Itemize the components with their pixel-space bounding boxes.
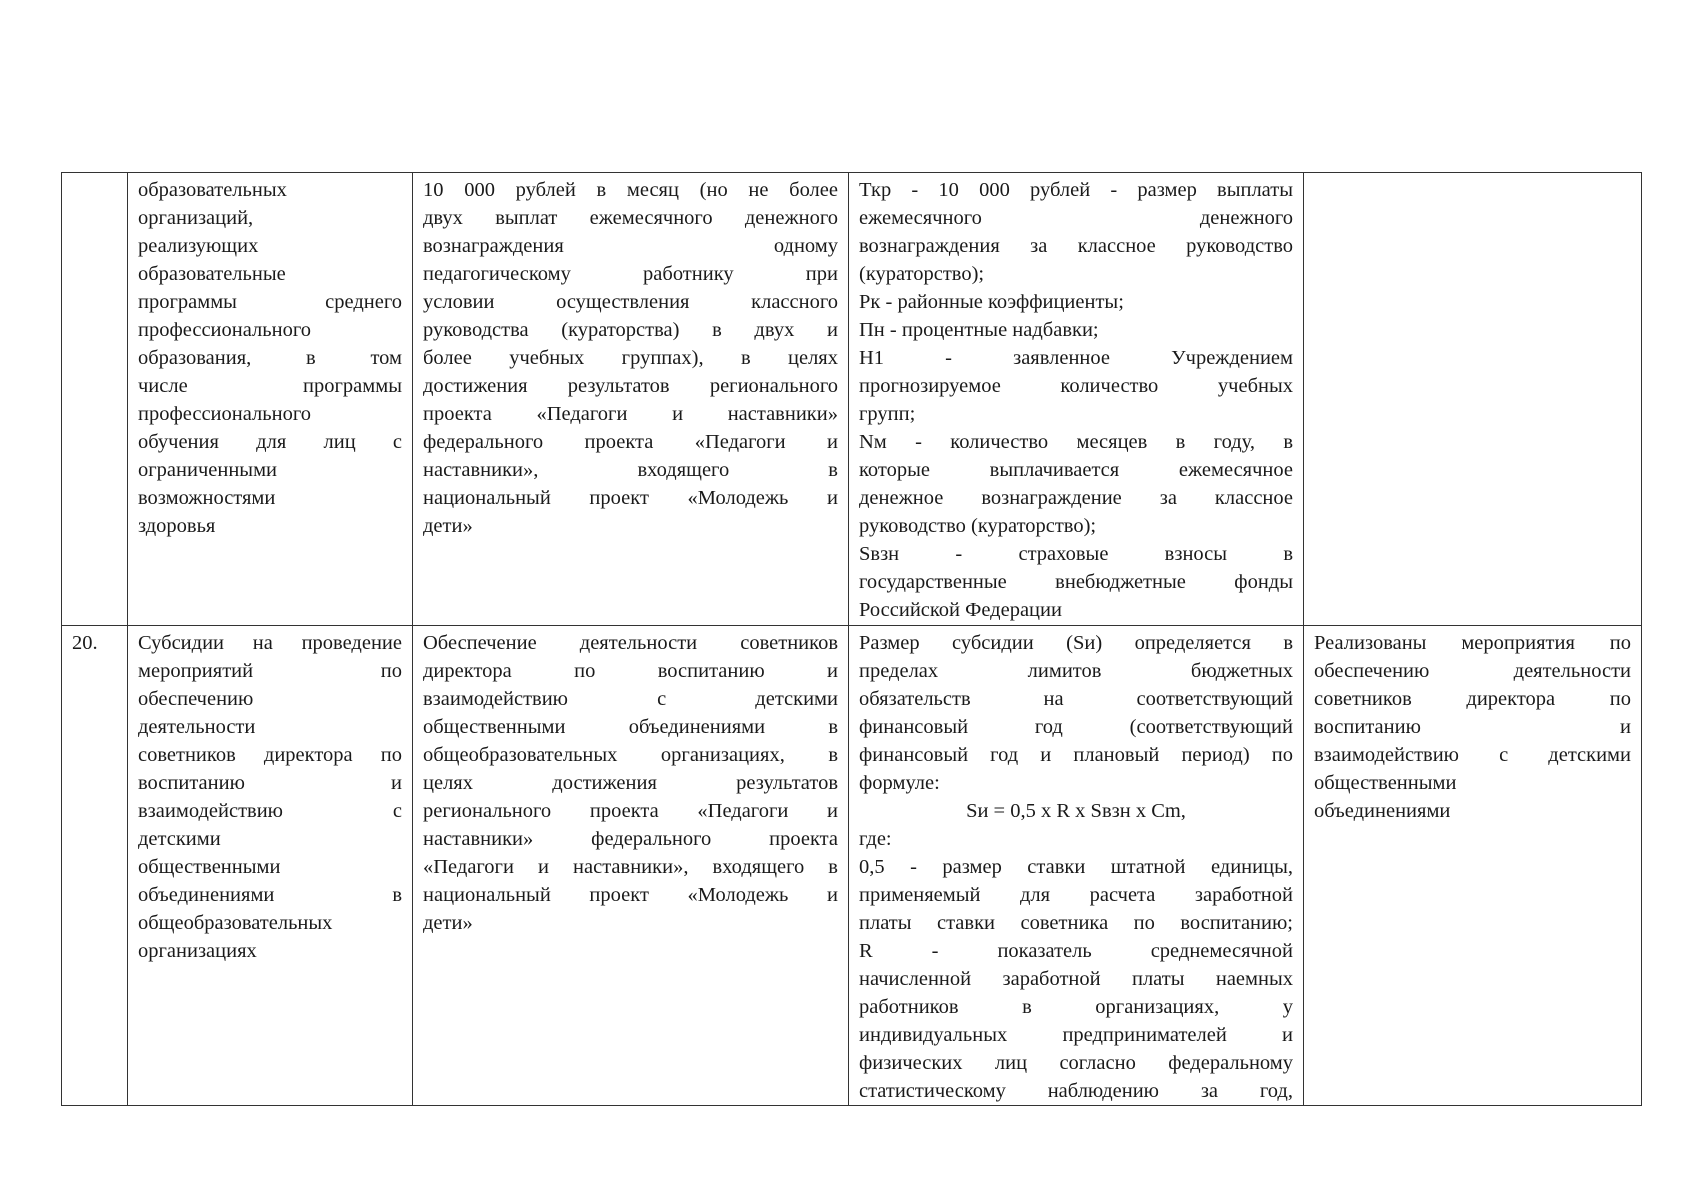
text-line: обучения для лиц с: [138, 431, 402, 453]
text-line: взаимодействию с детскими: [1314, 744, 1631, 766]
text-line: вознаграждения за классное руководство: [859, 235, 1293, 257]
text-line: прогнозируемое количество учебных: [859, 375, 1293, 397]
text-line: образовательные: [138, 263, 286, 285]
text-line: реализующих: [138, 235, 259, 257]
table-row: [62, 173, 1642, 626]
text-line: начисленной заработной платы наемных: [859, 968, 1293, 990]
text-line: наставники», входящего в: [423, 459, 838, 481]
text-line: регионального проекта «Педагоги и: [423, 800, 838, 822]
text-line: организаций,: [138, 207, 254, 229]
subsidy-table: [61, 172, 1642, 1106]
text-line: руководства (кураторства) в двух и: [423, 319, 838, 341]
text-line: проекта «Педагоги и наставники»: [423, 403, 838, 425]
text-line: ежемесячного денежного: [859, 207, 1293, 229]
text-line: Пн - процентные надбавки;: [859, 319, 1099, 341]
text-line: государственные внебюджетные фонды: [859, 571, 1293, 593]
text-line: программы среднего: [138, 291, 402, 313]
text-line: воспитанию и: [138, 772, 402, 794]
text-line: образования, в том: [138, 347, 402, 369]
text-line: Nм - количество месяцев в году, в: [859, 431, 1293, 453]
text-line: Sвзн - страховые взносы в: [859, 543, 1293, 565]
text-line: советников директора по: [1314, 688, 1631, 710]
text-line: дети»: [423, 912, 473, 934]
text-line: общественными объединениями в: [423, 716, 838, 738]
text-line: ограниченными: [138, 459, 278, 481]
text-line: общеобразовательных организациях, в: [423, 744, 838, 766]
text-line: общественными: [138, 856, 281, 878]
text-line: статистическому наблюдению за год,: [859, 1080, 1293, 1102]
row-number-cell: 20.: [62, 626, 128, 1106]
formula-cell: [849, 173, 1304, 626]
subsidy-name-cell: [128, 173, 413, 626]
text-line: R - показатель среднемесячной: [859, 940, 1293, 962]
result-cell: [1304, 173, 1642, 626]
text-line: Обеспечение деятельности советников: [423, 632, 838, 654]
text-line: Рк - районные коэффициенты;: [859, 291, 1124, 313]
text-line: руководство (кураторство);: [859, 515, 1097, 537]
text-line: Российской Федерации: [859, 599, 1062, 621]
table-row: [62, 626, 1642, 1106]
text-line: наставники» федерального проекта: [423, 828, 838, 850]
text-line: (кураторство);: [859, 263, 985, 285]
text-line: формуле:: [859, 772, 940, 794]
text-line: деятельности: [138, 716, 256, 738]
text-line: здоровья: [138, 515, 216, 537]
text-line: Ткр - 10 000 рублей - размер выплаты: [859, 179, 1293, 201]
text-line: финансовый год и плановый период) по: [859, 744, 1293, 766]
subsidy-name-cell: [128, 626, 413, 1106]
result-cell: [1304, 626, 1642, 1106]
text-line: Н1 - заявленное Учреждением: [859, 347, 1293, 369]
text-line: которые выплачивается ежемесячное: [859, 459, 1293, 481]
row-number-cell: [62, 173, 128, 626]
text-line: обеспечению: [138, 688, 254, 710]
text-line: национальный проект «Молодежь и: [423, 487, 838, 509]
text-line: общественными: [1314, 772, 1457, 794]
text-line: образовательных: [138, 179, 287, 201]
text-line: физических лиц согласно федеральному: [859, 1052, 1293, 1074]
text-line: Реализованы мероприятия по: [1314, 632, 1631, 654]
text-line: применяемый для расчета заработной: [859, 884, 1293, 906]
text-line: профессионального: [138, 403, 311, 425]
text-line: национальный проект «Молодежь и: [423, 884, 838, 906]
text-line: вознаграждения одному: [423, 235, 838, 257]
text-line: 10 000 рублей в месяц (но не более: [423, 179, 838, 201]
text-line: профессионального: [138, 319, 311, 341]
formula-expression: Sи = 0,5 х R х Sвзн х Cm,: [966, 800, 1186, 822]
text-line: платы ставки советника по воспитанию;: [859, 912, 1293, 934]
text-line: обеспечению деятельности: [1314, 660, 1631, 682]
text-line: воспитанию и: [1314, 716, 1631, 738]
text-line: объединениями: [1314, 800, 1451, 822]
text-line: «Педагоги и наставники», входящего в: [423, 856, 838, 878]
text-line: групп;: [859, 403, 916, 425]
text-line: достижения результатов регионального: [423, 375, 838, 397]
text-line: двух выплат ежемесячного денежного: [423, 207, 838, 229]
text-line: условии осуществления классного: [423, 291, 838, 313]
text-line: федерального проекта «Педагоги и: [423, 431, 838, 453]
text-line: индивидуальных предпринимателей и: [859, 1024, 1293, 1046]
text-line: работников в организациях, у: [859, 996, 1293, 1018]
text-line: 0,5 - размер ставки штатной единицы,: [859, 856, 1293, 878]
text-line: советников директора по: [138, 744, 402, 766]
text-line: взаимодействию с: [138, 800, 402, 822]
text-line: педагогическому работнику при: [423, 263, 838, 285]
text-line: Субсидии на проведение: [138, 632, 402, 654]
text-line: мероприятий по: [138, 660, 402, 682]
text-line: более учебных группах), в целях: [423, 347, 838, 369]
text-line: Размер субсидии (Sи) определяется в: [859, 632, 1293, 654]
text-line: объединениями в: [138, 884, 402, 906]
text-line: целях достижения результатов: [423, 772, 838, 794]
text-line: где:: [859, 828, 892, 850]
text-line: организациях: [138, 940, 257, 962]
text-line: дети»: [423, 515, 473, 537]
text-line: денежное вознаграждение за классное: [859, 487, 1293, 509]
text-line: пределах лимитов бюджетных: [859, 660, 1293, 682]
text-line: финансовый год (соответствующий: [859, 716, 1293, 738]
formula-cell: [849, 626, 1304, 1106]
purpose-cell: [413, 626, 849, 1106]
purpose-cell: [413, 173, 849, 626]
text-line: обязательств на соответствующий: [859, 688, 1293, 710]
text-line: возможностями: [138, 487, 276, 509]
text-line: общеобразовательных: [138, 912, 333, 934]
text-line: директора по воспитанию и: [423, 660, 838, 682]
text-line: числе программы: [138, 375, 402, 397]
text-line: детскими: [138, 828, 221, 850]
text-line: взаимодействию с детскими: [423, 688, 838, 710]
